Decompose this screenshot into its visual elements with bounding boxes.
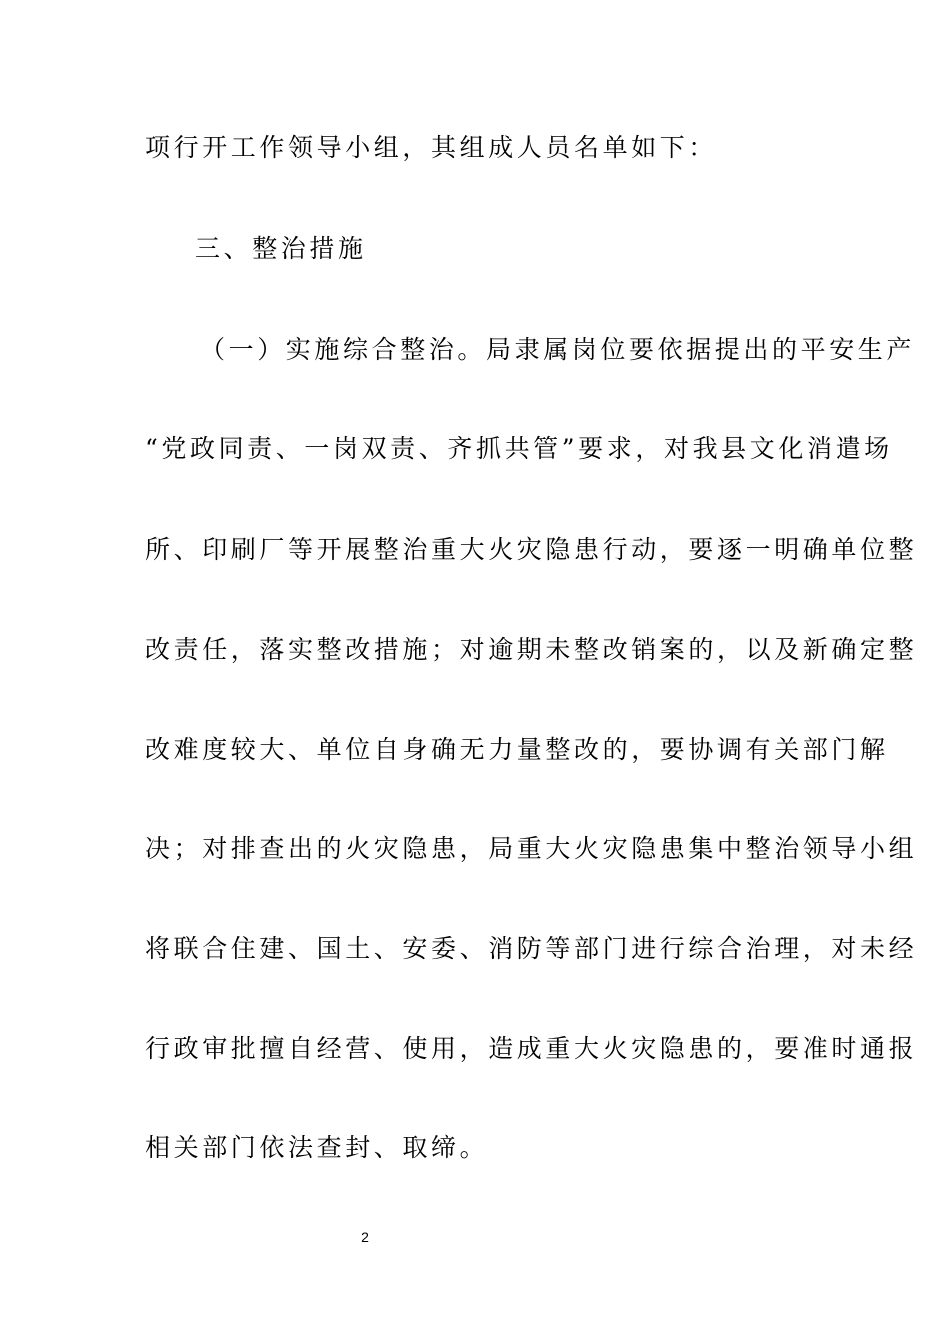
- paragraph-line-3: （一）实施综合整治。局隶属岗位要依据提出的平安生产: [200, 335, 916, 364]
- paragraph-line-7: 改难度较大、单位自身确无力量整改的，要协调有关部门解: [145, 735, 889, 764]
- paragraph-line-8: 决；对排查出的火灾隐患，局重大火灾隐患集中整治领导小组: [145, 834, 918, 863]
- paragraph-line-4: “党政同责、一岗双责、齐抓共管”要求，对我县文化消遣场: [145, 434, 893, 463]
- paragraph-line-1: 项行开工作领导小组，其组成人员名单如下：: [145, 133, 718, 162]
- section-heading: 三、整治措施: [195, 234, 367, 263]
- paragraph-line-5: 所、印刷厂等开展整治重大火灾隐患行动，要逐一明确单位整: [145, 535, 918, 564]
- paragraph-line-6: 改责任，落实整改措施；对逾期未整改销案的，以及新确定整: [145, 635, 918, 664]
- paragraph-line-11: 相关部门依法查封、取缔。: [145, 1133, 489, 1162]
- paragraph-line-10: 行政审批擅自经营、使用，造成重大火灾隐患的，要准时通报: [145, 1034, 918, 1063]
- page-number: 2: [361, 1229, 369, 1245]
- paragraph-line-9: 将联合住建、国土、安委、消防等部门进行综合治理，对未经: [145, 934, 918, 963]
